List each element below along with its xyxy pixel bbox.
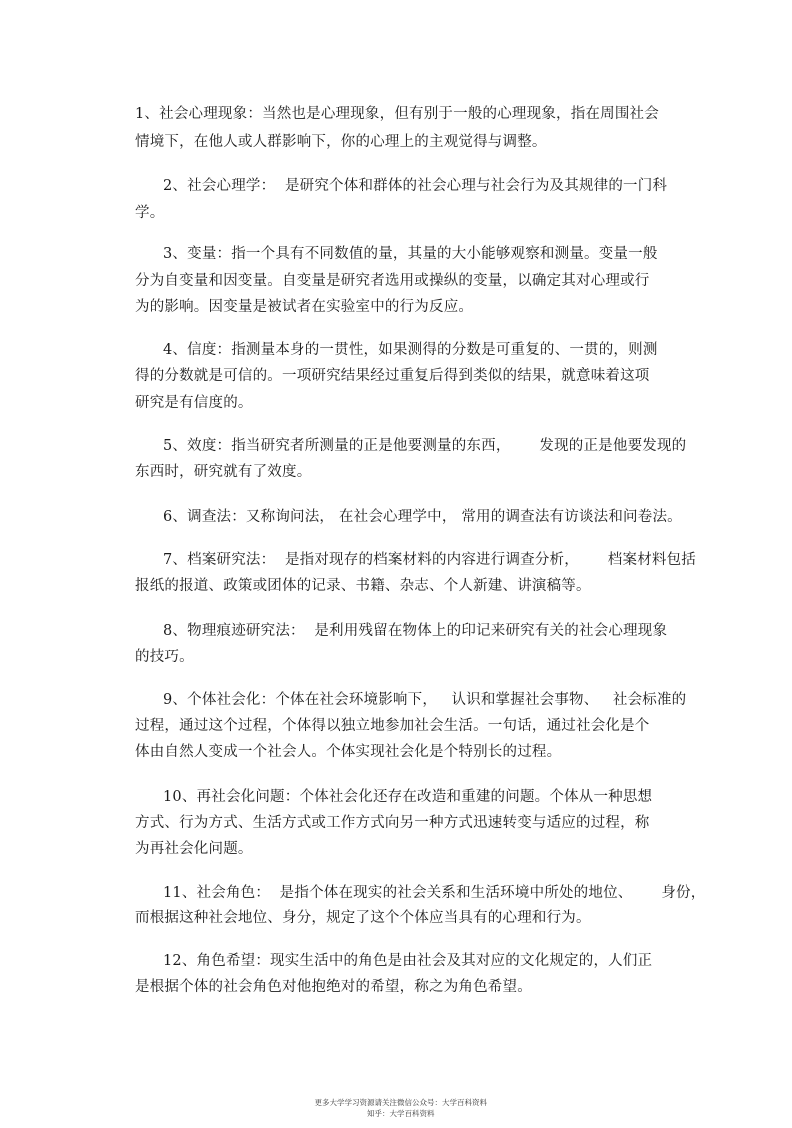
footer-zhihu-note: 知乎：大学百科资料 [367,1109,435,1118]
term-5-line-1: 5、效度：指当研究者所测量的正是他要测量的东西， 发现的正是他要发现的 [163,438,687,454]
term-1-line-1: 1、社会心理现象：当然也是心理现象，但有别于一般的心理现象，指在周围社会 [135,106,659,122]
term-11-line-1: 11、社会角色： 是指个体在现实的社会关系和生活环境中所处的地位、 身份， [163,885,706,901]
term-9-line-3: 体由自然人变成一个社会人。个体实现社会化是个特别长的过程。 [135,744,562,760]
term-7-line-2: 报纸的报道、政策或团体的记录、书籍、杂志、个人新建、讲演稿等。 [135,578,591,594]
term-12-line-2: 是根据个体的社会角色对他抱绝对的希望，称之为角色希望。 [135,979,532,995]
term-3-line-2: 分为自变量和因变量。自变量是研究者选用或操纵的变量，以确定其对心理或行 [135,273,650,289]
term-2-line-2: 学。 [135,205,165,221]
term-11-line-2: 而根据这种社会地位、身分，规定了这个个体应当具有的心理和行为。 [135,910,591,926]
term-10-line-1: 10、再社会化问题：个体社会化还存在改造和重建的问题。个体从一种思想 [163,789,653,805]
term-5-line-2: 东西时，研究就有了效度。 [135,464,312,480]
term-1-line-2: 情境下，在他人或人群影响下，你的心理上的主观觉得与调整。 [135,134,547,150]
term-8-line-1: 8、物理痕迹研究法： 是利用残留在物体上的印记来研究有关的社会心理现象 [163,623,668,639]
term-9-line-2: 过程，通过这个过程，个体得以独立地参加社会生活。一句话，通过社会化是个 [135,718,650,734]
term-7-line-1: 7、档案研究法： 是指对现存的档案材料的内容进行调查分析， 档案材料包括 [163,552,696,568]
term-10-line-3: 为再社会化问题。 [135,841,253,857]
term-9-line-1: 9、个体社会化：个体在社会环境影响下， 认识和掌握社会事物、 社会标准的 [163,692,687,708]
term-4-line-2: 得的分数就是可信的。一项研究结果经过重复后得到类似的结果，就意味着这项 [135,368,650,384]
term-2-line-1: 2、社会心理学： 是研究个体和群体的社会心理与社会行为及其规律的一门科 [163,178,668,194]
term-6-line-1: 6、调查法：又称询问法， 在社会心理学中， 常用的调查法有访谈法和问卷法。 [163,509,682,525]
term-3-line-1: 3、变量：指一个具有不同数值的量，其量的大小能够观察和测量。变量一般 [163,246,658,262]
term-4-line-3: 研究是有信度的。 [135,395,253,411]
footer-wechat-note: 更多大学学习资源请关注微信公众号：大学百科资料 [314,1098,488,1107]
page-footer [0,1088,792,1128]
term-10-line-2: 方式、行为方式、生活方式或工作方式向另一种方式迅速转变与适应的过程，称 [135,815,650,831]
term-3-line-3: 为的影响。因变量是被试者在实验室中的行为反应。 [135,299,474,315]
term-8-line-2: 的技巧。 [135,649,194,665]
term-12-line-1: 12、角色希望：现实生活中的角色是由社会及其对应的文化规定的，人们正 [163,953,653,969]
term-4-line-1: 4、信度：指测量本身的一贯性，如果测得的分数是可重复的、一贯的，则测 [163,342,658,358]
